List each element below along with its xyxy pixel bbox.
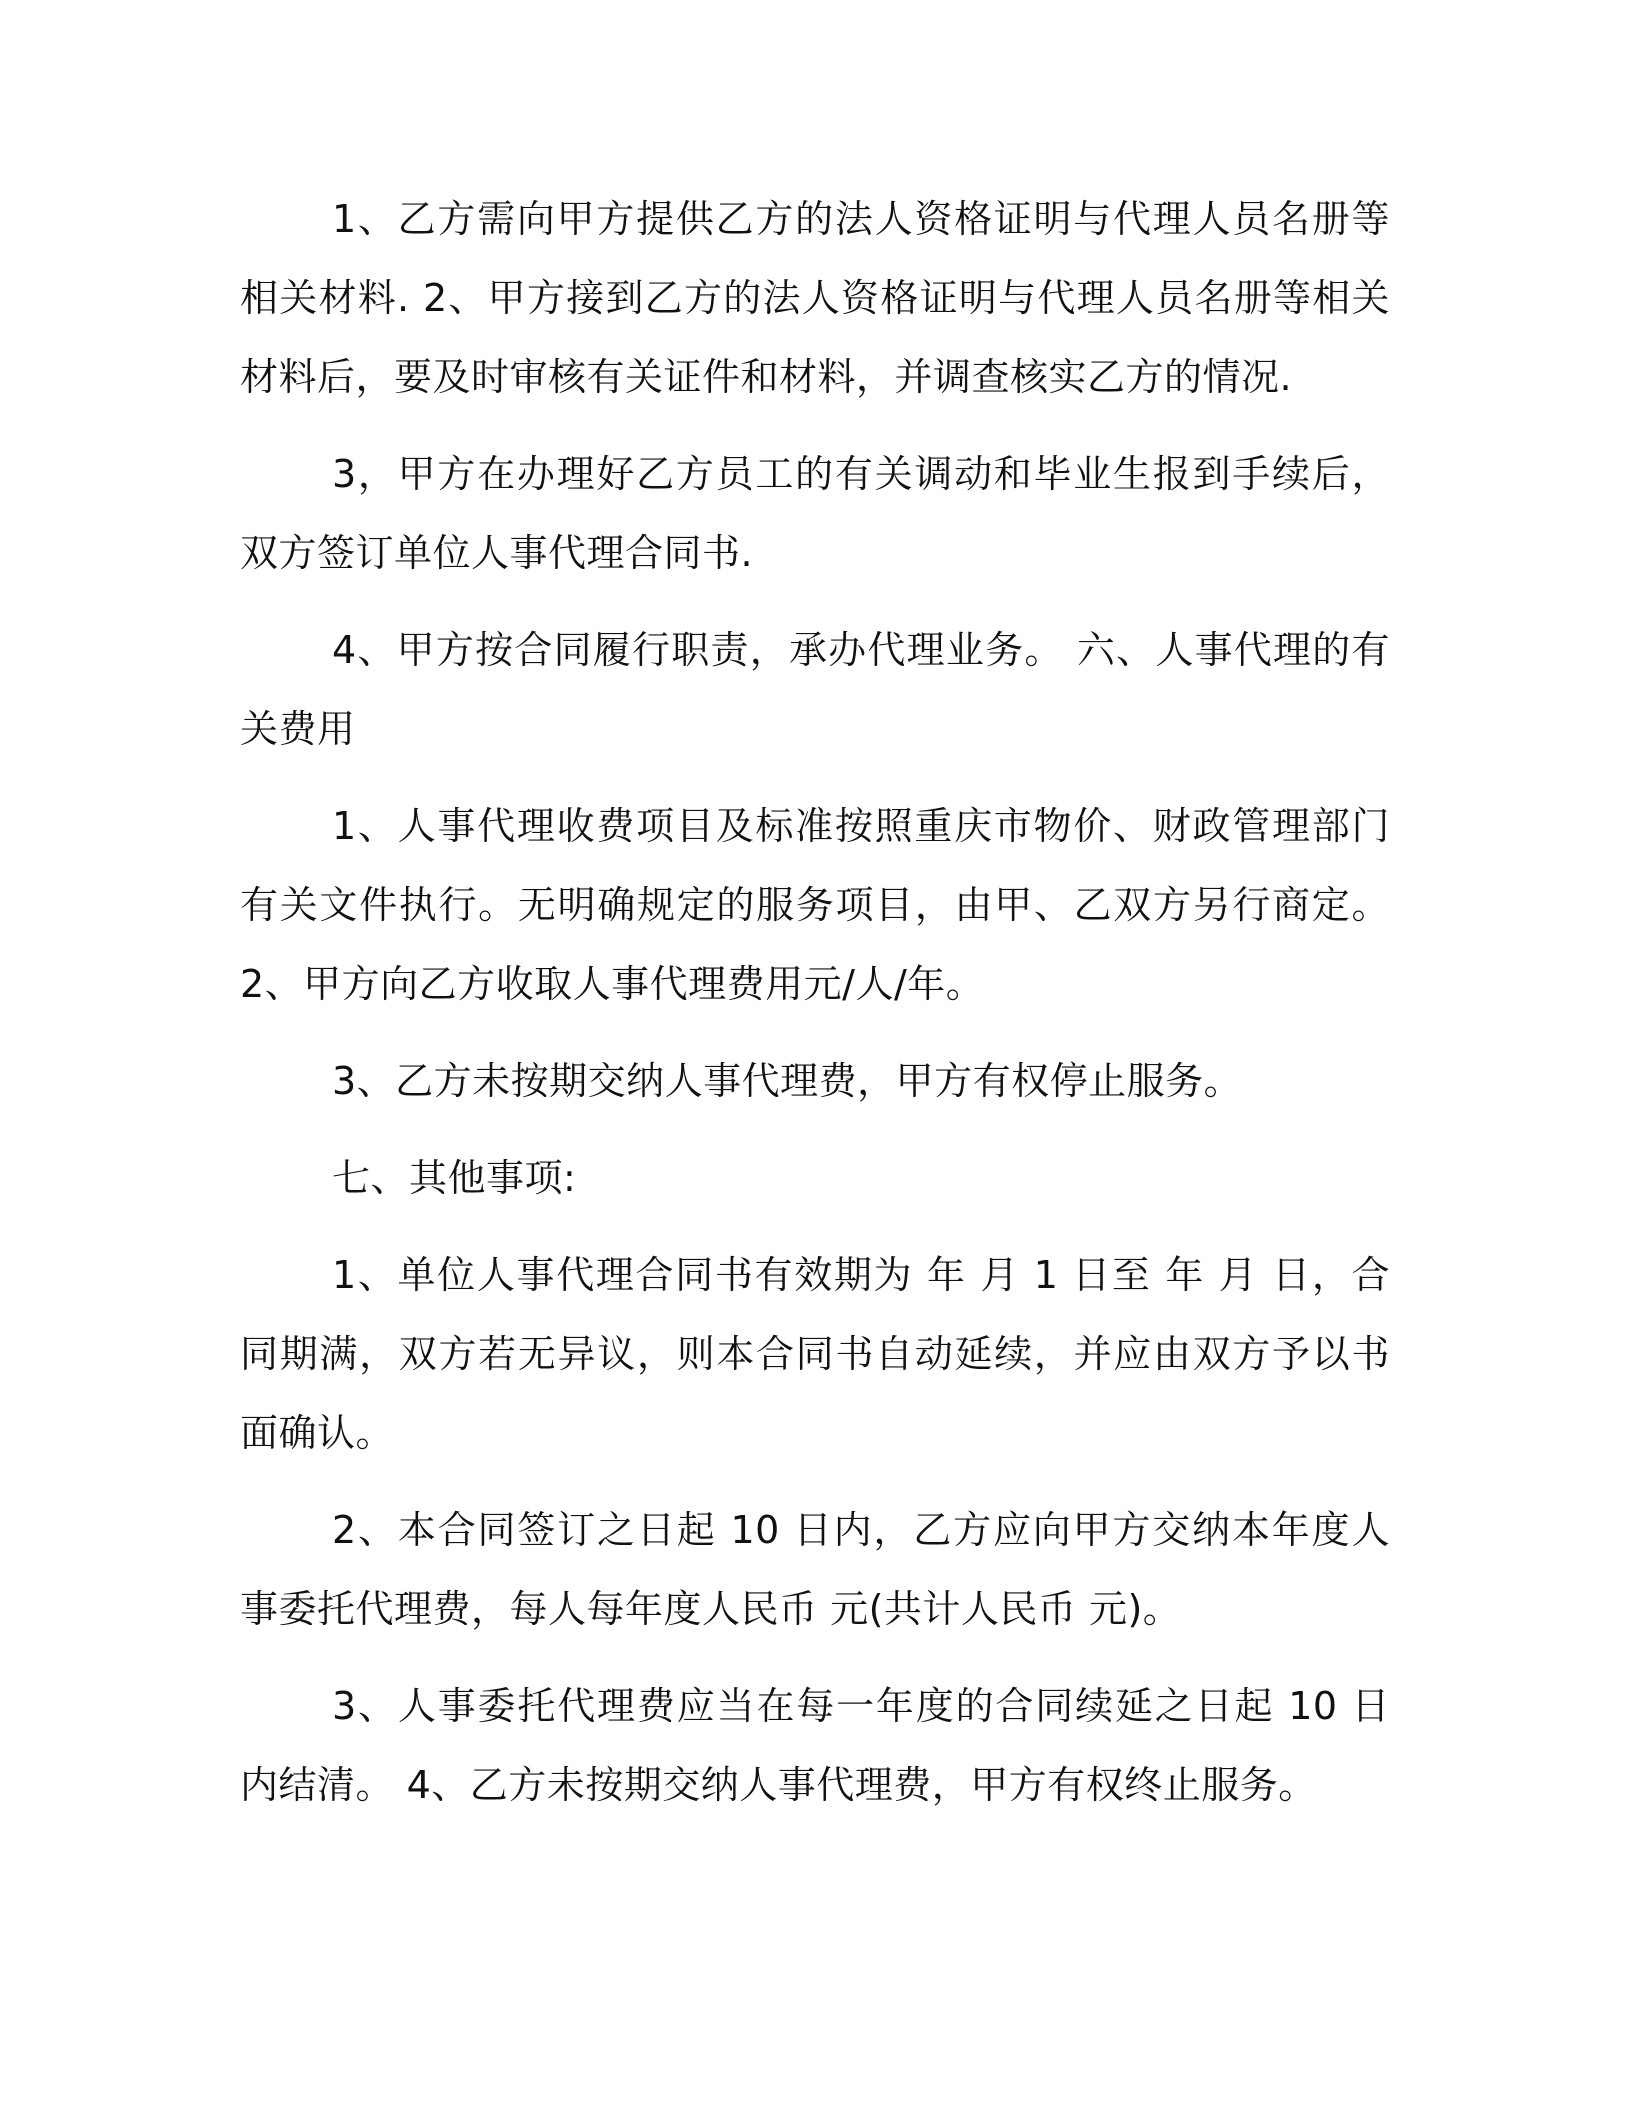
paragraph-5: 3、乙方未按期交纳人事代理费，甲方有权停止服务。: [332, 1059, 1243, 1103]
paragraph-9: 3、人事委托代理费应当在每一年度的合同续延之日起 10 日内结清。 4、乙方未按期交纳人事代理费，甲方有权终止服务。: [240, 1684, 1390, 1807]
paragraph-2: 3，甲方在办理好乙方员工的有关调动和毕业生报到手续后，双方签订单位人事代理合同书.: [240, 452, 1390, 575]
paragraph-3: 4、甲方按合同履行职责，承办代理业务。 六、人事代理的有关费用: [240, 628, 1390, 751]
paragraph-7: 1、单位人事代理合同书有效期为 年 月 1 日至 年 月 日，合同期满，双方若无异议，则本合同书自动延续，并应由双方予以书面确认。: [240, 1253, 1390, 1455]
paragraph-8: 2、本合同签订之日起 10 日内，乙方应向甲方交纳本年度人事委托代理费，每人每年度人民币 元(共计人民币 元)。: [240, 1508, 1390, 1631]
paragraph-4: 1、人事代理收费项目及标准按照重庆市物价、财政管理部门有关文件执行。无明确规定的服务项目，由甲、乙双方另行商定。 2、甲方向乙方收取人事代理费用元/人/年。: [240, 804, 1390, 1006]
section-heading-other-matters: 七、其他事项:: [332, 1156, 577, 1200]
paragraph-1: 1、乙方需向甲方提供乙方的法人资格证明与代理人员名册等相关材料. 2、甲方接到乙方的法人资格证明与代理人员名册等相关材料后，要及时审核有关证件和材料，并调查核实乙方的情况.: [240, 197, 1390, 399]
document-body: [240, 180, 1390, 1843]
